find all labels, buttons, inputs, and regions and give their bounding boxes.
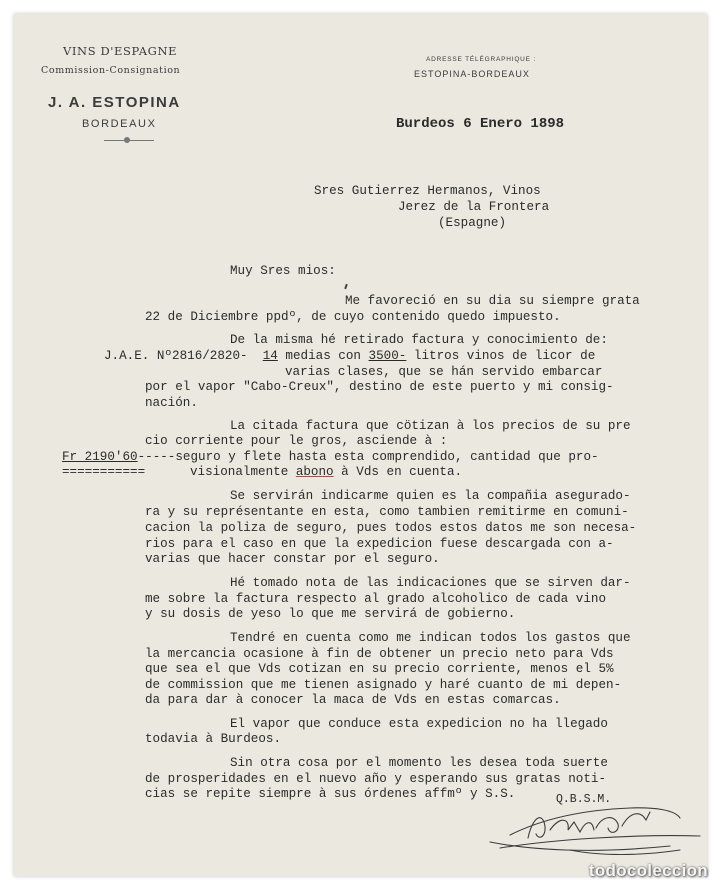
abono-word: abono <box>295 465 334 479</box>
salutation: Muy Sres mios: <box>230 264 336 278</box>
body-line: varias que hacer constar por el seguro. <box>145 552 440 566</box>
invoice-reference: J.A.E. Nº2816/2820- <box>104 349 248 363</box>
body-line: Me favoreció en su dia su siempre grata <box>345 294 640 308</box>
body-line: De la misma hé retirado factura y conocimiento de: <box>230 333 608 347</box>
recipient-line1: Sres Gutierrez Hermanos, Vinos <box>314 184 541 198</box>
telegraph-label: ADRESSE TÉLÉGRAPHIQUE : <box>426 56 537 63</box>
litres-value: 3500- <box>368 349 407 363</box>
body-line: rios para el caso en que la expedicion fuese descargada con a- <box>145 537 614 551</box>
letterhead-ornament-dot <box>124 137 130 143</box>
body-line: Hé tomado nota de las indicaciones que se sirven dar- <box>230 576 631 590</box>
body-line: que sea el que Vds cotizan en su precio corriente, menos el 5% <box>145 662 614 676</box>
body-line: Sin otra cosa por el momento les desea toda suerte <box>230 756 608 770</box>
body-line: por el vapor "Cabo-Creux", destino de este puerto y mi consig- <box>145 380 614 394</box>
body-line: Tendré en cuenta como me indican todos los gastos que <box>230 631 631 645</box>
watermark: todocoleccion <box>588 861 708 880</box>
body-line: cacion la poliza de seguro, pues todos estos datos me son necesa- <box>145 521 637 535</box>
body-fragment: visionalmente <box>190 465 296 479</box>
body-line: da para dar à conocer la maca de Vds en estas comarcas. <box>145 693 561 707</box>
letterhead-company: J. A. ESTOPINA <box>48 94 181 111</box>
body-line: de commission que me tienen asignado y haré cuanto de mi depen- <box>145 678 622 692</box>
amount-value: Fr 2190'60 <box>62 450 138 464</box>
telegraph-address: ESTOPINA-BORDEAUX <box>414 69 530 79</box>
body-line: y su dosis de yeso lo que me servirá de gobierno. <box>145 607 516 621</box>
body-line: de prosperidades en el nuevo año y esperando sus gratas noti- <box>145 772 607 786</box>
body-line: todavia à Burdeos. <box>145 732 282 746</box>
body-line: ra y su représentante en esta, como tambien remitirme en comuni- <box>145 505 629 519</box>
body-line: El vapor que conduce esta expedicion no ha llegado <box>230 717 608 731</box>
body-line: varias clases, que se hán servido embarcar <box>285 365 603 379</box>
letterhead-line1: VINS D'ESPAGNE <box>63 44 178 58</box>
amount-line <box>62 450 599 464</box>
body-line: La citada factura que cötizan à los precios de su pre <box>230 419 631 433</box>
body-line: cio corriente pour le gros, asciende à : <box>145 434 448 448</box>
body-line: la mercancia ocasione à fin de obtener un precio neto para Vds <box>145 647 614 661</box>
body-line: cias se repite siempre à sus órdenes affmº y S.S. <box>145 787 516 801</box>
letterhead-city: BORDEAUX <box>82 118 157 130</box>
quantity-value: 14 <box>262 349 278 363</box>
letter-date: Burdeos 6 Enero 1898 <box>396 116 565 132</box>
body-fragment: -----seguro y flete hasta esta comprendido, cantidad que pro- <box>137 450 599 464</box>
body-line <box>190 465 462 479</box>
body-fragment: litros vinos de licor de <box>406 349 596 363</box>
recipient-line2: Jerez de la Frontera <box>398 200 550 214</box>
shipment-line <box>104 349 595 363</box>
amount-rule: =========== <box>62 465 146 479</box>
handwritten-signature <box>470 790 710 860</box>
body-fragment: medias con <box>277 349 369 363</box>
letterhead-line2: Commission-Consignation <box>41 65 181 76</box>
recipient-line3: (Espagne) <box>438 216 507 230</box>
body-line: me sobre la factura respecto al grado alcoholico de cada vino <box>145 592 607 606</box>
body-line: Se servirán indicarme quien es la compañia asegurado- <box>230 489 631 503</box>
closing: Q.B.S.M. <box>556 793 612 806</box>
body-line: nación. <box>145 396 198 410</box>
body-line: 22 de Diciembre ppdº, de cuyo contenido quedo impuesto. <box>145 310 561 324</box>
body-fragment: à Vds en cuenta. <box>333 465 463 479</box>
